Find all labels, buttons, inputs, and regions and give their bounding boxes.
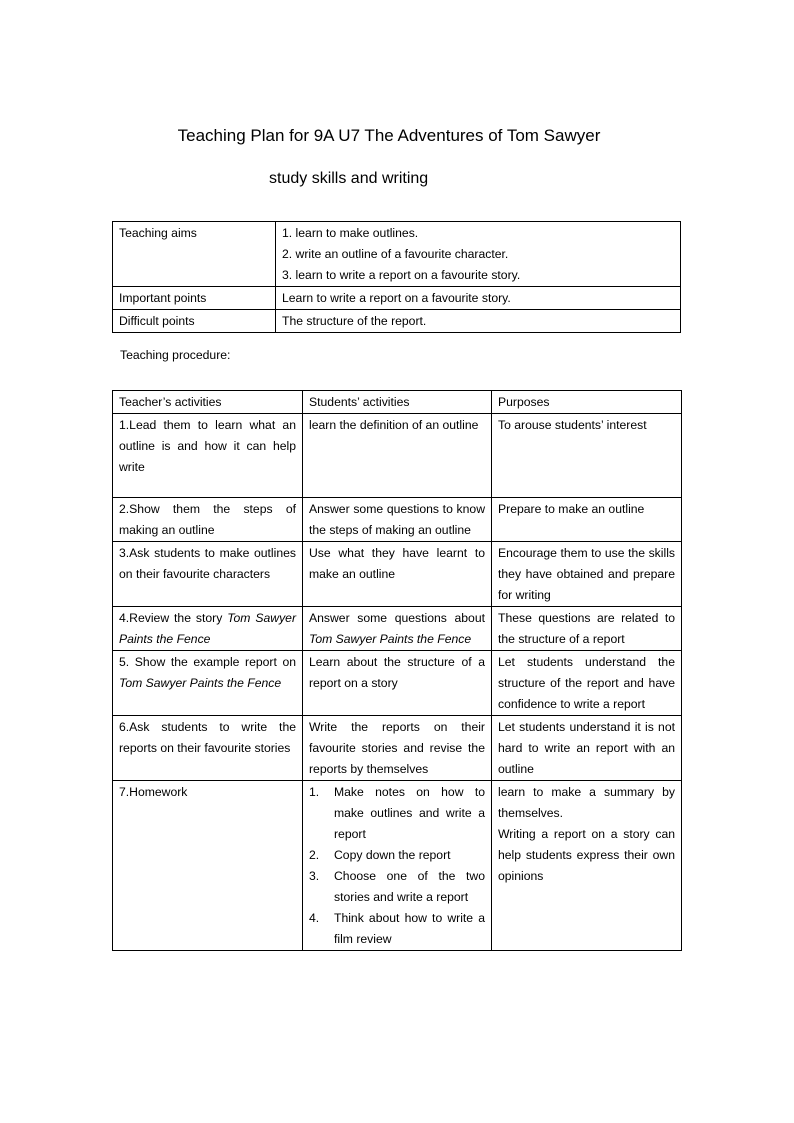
table-row [113,607,682,651]
row-label: Teaching aims [113,222,276,287]
student-activity [303,607,492,651]
homework-list [309,782,485,950]
purpose: Encourage them to use the skills they have obtained and prepare for writing [492,542,682,607]
aim-item: 3. learn to write a report on a favourite story. [282,268,521,282]
table-header-row [113,391,682,414]
homework-item [309,866,485,908]
story-title: Tom Sawyer Paints the Fence [309,632,472,646]
purpose: Let students understand the structure of the report and have confidence to write a report [492,651,682,716]
aim-item: 1. learn to make outlines. [282,226,419,240]
aims-row [113,222,681,287]
table-row [113,498,682,542]
activity-text: 5. Show the example report on [119,655,296,669]
item-text: Choose one of the two stories and write a report [334,869,485,904]
purpose: Let students understand it is not hard to write an report with an outline [492,716,682,781]
item-number: 4. [309,911,320,925]
page-title: Teaching Plan for 9A U7 The Adventures of Tom Sawyer [177,126,601,145]
item-text: Think about how to write a film review [334,911,485,946]
student-activity [303,781,492,951]
student-activity: learn the definition of an outline [303,414,492,498]
aims-table [112,221,681,333]
procedure-label: Teaching procedure: [120,348,231,362]
purpose-line: learn to make a summary by themselves. [498,785,675,820]
row-content: Learn to write a report on a favourite story. [276,287,681,310]
row-label: Difficult points [113,310,276,333]
purpose: Prepare to make an outline [492,498,682,542]
story-title: Tom Sawyer Paints the Fence [119,611,297,646]
aim-item: 2. write an outline of a favourite character. [282,247,509,261]
homework-item [309,908,485,950]
teacher-activity: 1.Lead them to learn what an outline is and how it can help write [113,414,303,498]
homework-item [309,782,485,845]
table-row [113,414,682,498]
teacher-activity: 2.Show them the steps of making an outline [113,498,303,542]
procedure-table [112,390,682,951]
item-number: 2. [309,848,320,862]
item-text: Copy down the report [334,848,451,862]
column-header: Teacher’s activities [113,391,303,414]
row-label: Important points [113,287,276,310]
purpose [492,781,682,951]
item-number: 3. [309,869,320,883]
item-number: 1. [309,785,320,799]
teacher-activity [113,651,303,716]
student-activity: Answer some questions to know the steps of making an outline [303,498,492,542]
difficult-points-row [113,310,681,333]
teacher-activity [113,607,303,651]
purpose-line: Writing a report on a story can help students express their own opinions [498,827,675,883]
activity-text: Answer some questions about [309,611,485,625]
page-subtitle: study skills and writing [269,170,429,187]
teacher-activity: 7.Homework [113,781,303,951]
student-activity: Write the reports on their favourite stories and revise the reports by themselves [303,716,492,781]
teacher-activity: 6.Ask students to write the reports on their favourite stories [113,716,303,781]
student-activity: Learn about the structure of a report on a story [303,651,492,716]
purpose: These questions are related to the structure of a report [492,607,682,651]
table-row [113,651,682,716]
student-activity: Use what they have learnt to make an outline [303,542,492,607]
row-content: The structure of the report. [276,310,681,333]
activity-text: 4.Review the story [119,611,228,625]
story-title: Tom Sawyer Paints the Fence [119,676,282,690]
row-content [276,222,681,287]
column-header: Students’ activities [303,391,492,414]
important-points-row [113,287,681,310]
teacher-activity: 3.Ask students to make outlines on their favourite characters [113,542,303,607]
column-header: Purposes [492,391,682,414]
table-row [113,781,682,951]
item-text: Make notes on how to make outlines and write a report [334,785,485,841]
purpose: To arouse students’ interest [492,414,682,498]
homework-item [309,845,485,866]
table-row [113,542,682,607]
table-row [113,716,682,781]
